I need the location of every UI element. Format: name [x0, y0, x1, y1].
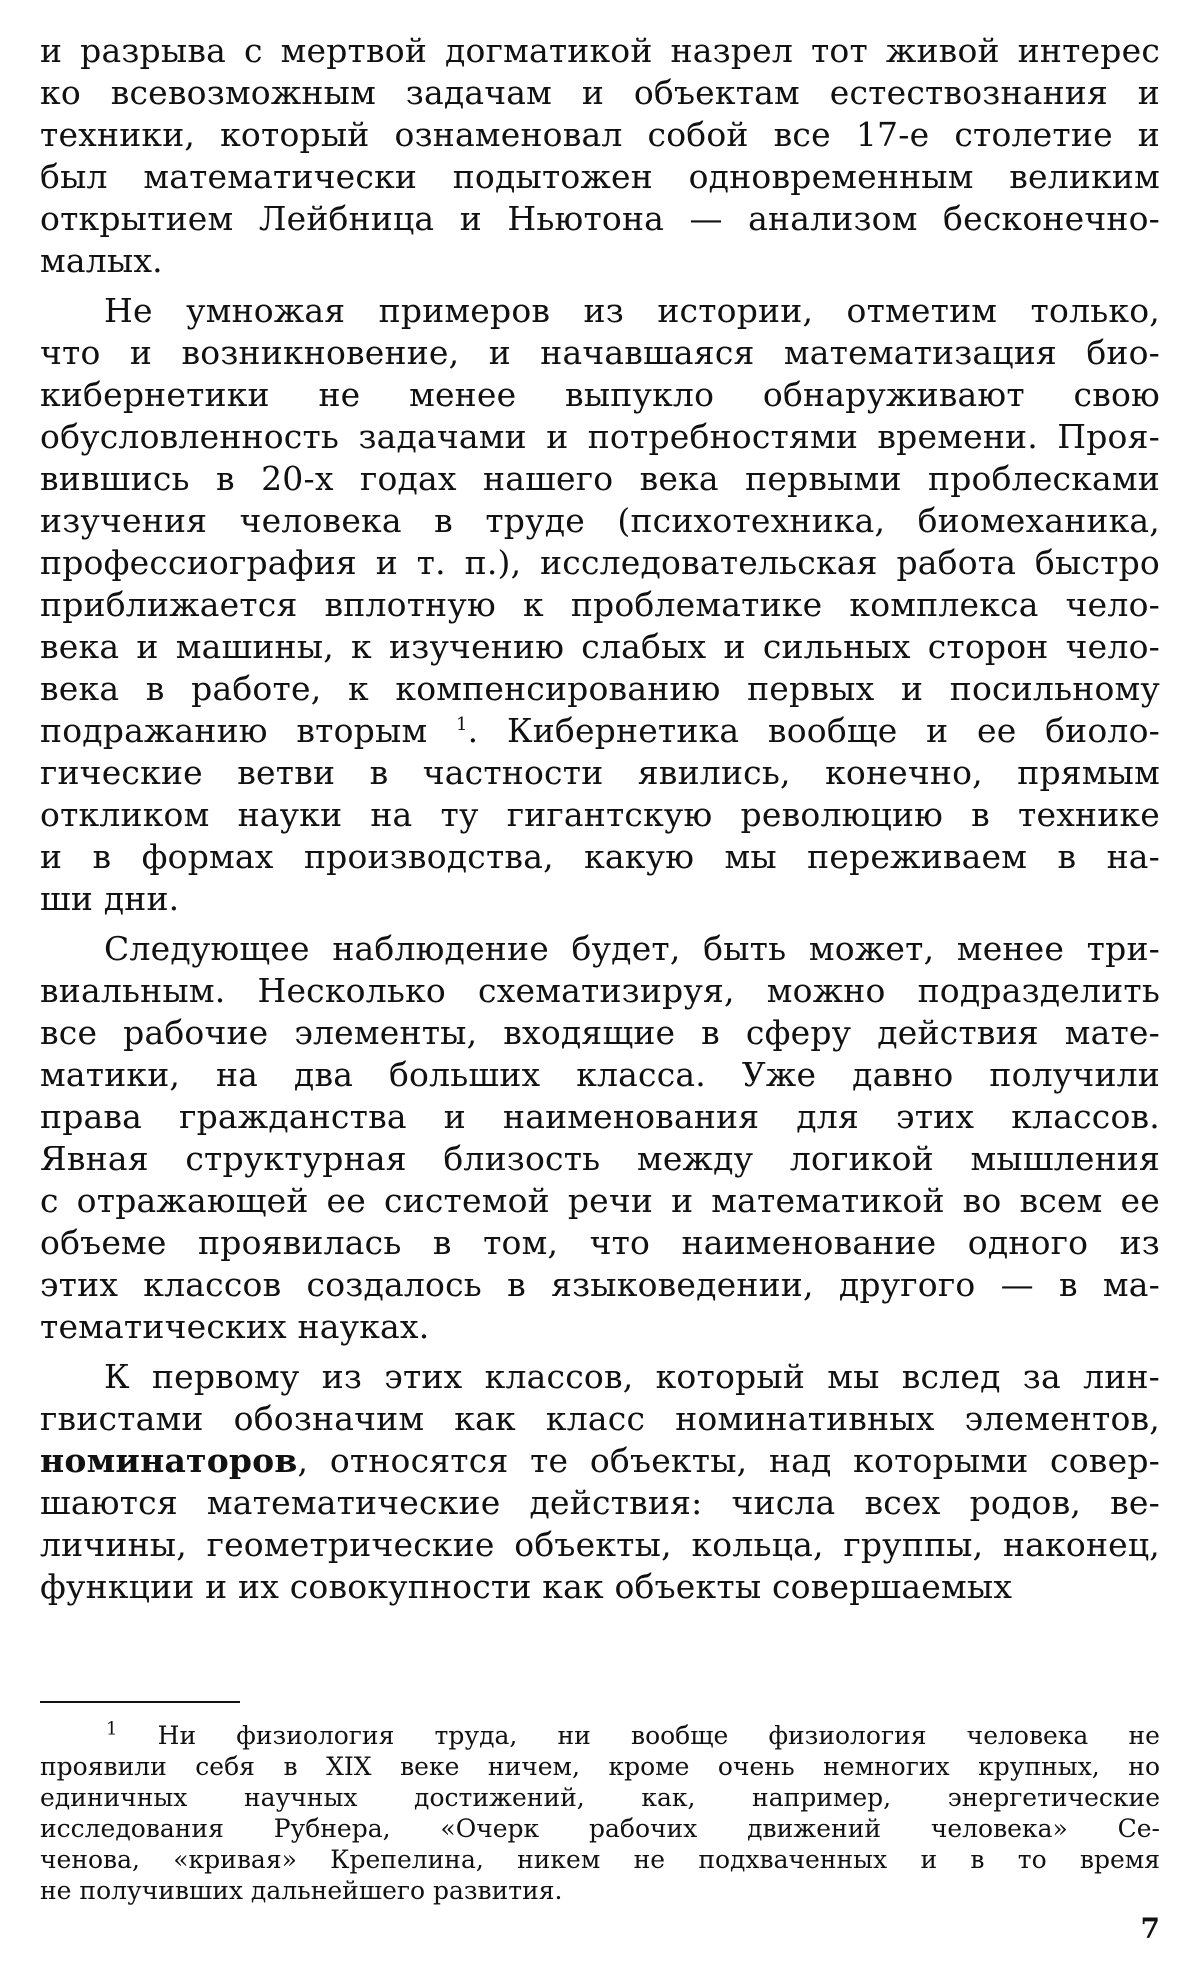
footnote-line: ченова, «кривая» Крепелина, никем не подхваченных и в то время — [40, 1845, 1160, 1874]
text-line: гвистами обозначим как класс номинативных элементов, — [40, 1399, 1160, 1438]
bold-term: номинаторов — [40, 1441, 298, 1480]
text-line: был математически подытожен одновременным великим — [40, 157, 1160, 196]
text-line: кибернетики не менее выпукло обнаруживают свою — [40, 375, 1160, 414]
text-line: тематических науках. — [40, 1307, 430, 1346]
text-line: малых. — [40, 241, 163, 280]
text-line: с отражающей ее системой речи и математикой во всем ее — [40, 1181, 1160, 1220]
text-line-with-footnote — [40, 710, 1160, 752]
footnote-line: не получивших дальнейшего развития. — [40, 1876, 563, 1905]
footnote-line: исследования Рубнера, «Очерк рабочих движений человека» Се- — [40, 1814, 1160, 1843]
text-line: изучения человека в труде (психотехника, биомеханика, — [40, 501, 1160, 540]
text-line: обусловленность задачами и потребностями времени. Проя- — [40, 417, 1160, 456]
text-line: Явная структурная близость между логикой мышления — [40, 1139, 1160, 1178]
text-line-with-term — [40, 1440, 1160, 1482]
text-line: ши дни. — [40, 879, 180, 918]
text-line: шаются математические действия: числа всех родов, ве- — [40, 1483, 1160, 1522]
text-line: века в работе, к компенсированию первых и посильному — [40, 669, 1160, 708]
footnote — [40, 1720, 1160, 1906]
text-line: приближается вплотную к проблематике комплекса чело- — [40, 585, 1160, 624]
text-line: и в формах производства, какую мы переживаем в на- — [40, 837, 1160, 876]
text-line: техники, который ознаменовал собой все 17-е столетие и — [40, 115, 1160, 154]
footnote-marker[interactable]: 1 — [455, 714, 468, 735]
text-line: все рабочие элементы, входящие в сферу действия мате- — [40, 1013, 1160, 1052]
text-line: ко всевозможным задачам и объектам естествознания и — [40, 73, 1160, 112]
footnote-number: 1 — [106, 1718, 118, 1740]
page-number: 7 — [1140, 1912, 1160, 1945]
text-line: права гражданства и наименования для этих классов. — [40, 1097, 1160, 1136]
text-line: Следующее наблюдение будет, быть может, менее три- — [104, 929, 1160, 968]
text-segment: подражанию вторым — [40, 711, 428, 750]
footnote-line: проявили себя в XIX веке ничем, кроме очень немногих крупных, но — [40, 1752, 1160, 1781]
text-line: открытием Лейбница и Ньютона — анализом бесконечно- — [40, 199, 1160, 238]
text-line: профессиография и т. п.), исследовательская работа быстро — [40, 543, 1160, 582]
text-line: функции и их совокупности как объекты совершаемых — [40, 1567, 1013, 1606]
text-line: виальным. Несколько схематизируя, можно подразделить — [40, 971, 1160, 1010]
text-line: века и машины, к изучению слабых и сильных сторон чело- — [40, 627, 1160, 666]
paragraph-2 — [40, 290, 1160, 920]
footnote-divider — [40, 1701, 240, 1703]
main-text — [40, 30, 1160, 1608]
text-line: К первому из этих классов, который мы вслед за лин- — [104, 1357, 1160, 1396]
text-line: этих классов создалось в языковедении, другого — в ма- — [40, 1265, 1160, 1304]
text-line: Не умножая примеров из истории, отметим только, — [104, 291, 1160, 330]
text-segment: , относятся те объекты, над которыми совер- — [297, 1441, 1160, 1480]
paragraph-1 — [40, 30, 1160, 282]
text-line: гические ветви в частности явились, конечно, прямым — [40, 753, 1160, 792]
footnote-line: единичных научных достижений, как, например, энергетические — [40, 1783, 1160, 1812]
text-line: объеме проявилась в том, что наименование одного из — [40, 1223, 1160, 1262]
footnote-line — [40, 1720, 1160, 1751]
text-segment: Ни физиология труда, ни вообще физиология человека не — [157, 1721, 1160, 1750]
text-segment: . Кибернетика вообще и ее биоло- — [467, 711, 1160, 750]
text-line: и разрыва с мертвой догматикой назрел тот живой интерес — [40, 31, 1160, 70]
text-line: личины, геометрические объекты, кольца, группы, наконец, — [40, 1525, 1160, 1564]
paragraph-4 — [40, 1356, 1160, 1608]
text-line: что и возникновение, и начавшаяся математизация био- — [40, 333, 1160, 372]
text-line: вившись в 20-х годах нашего века первыми проблесками — [40, 459, 1160, 498]
text-line: матики, на два больших класса. Уже давно получили — [40, 1055, 1160, 1094]
paragraph-3 — [40, 928, 1160, 1348]
text-line: откликом науки на ту гигантскую революцию в технике — [40, 795, 1160, 834]
